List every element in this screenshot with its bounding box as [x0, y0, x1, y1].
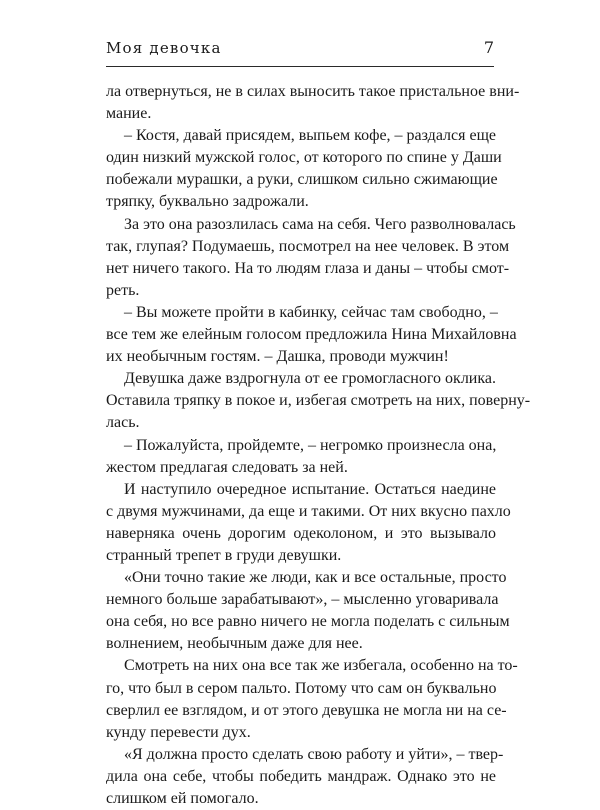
text-line: Девушка даже вздрогнула от ее громогласного оклика.	[124, 370, 496, 388]
text-line: реть.	[106, 281, 140, 299]
text-line: Смотреть на них она все так же избегала, особенно на то-	[124, 657, 518, 675]
body-text	[106, 81, 531, 810]
text-line: ла отвернуться, не в силах выносить такое пристальное вни-	[106, 83, 520, 100]
text-line: дила она себе, чтобы победить мандраж. Однако это не	[106, 767, 496, 785]
text-line: сверлил ее взглядом, и от этого девушка не могла ни на се-	[106, 701, 507, 719]
running-head	[106, 38, 494, 62]
header-rule	[106, 66, 494, 67]
running-title: Моя девочка	[106, 39, 222, 57]
text-line: – Вы можете пройти в кабинку, сейчас там свободно, –	[124, 303, 498, 321]
text-line: – Костя, давай присядем, выпьем кофе, – раздался еще	[124, 127, 497, 145]
page-number: 7	[483, 38, 494, 57]
text-line: нет ничего такого. На то людям глаза и даны – чтобы смот-	[106, 259, 510, 277]
text-line: так, глупая? Подумаешь, посмотрел на нее человек. В этом	[106, 237, 510, 255]
text-line: За это она разозлилась сама на себя. Чего разволновалась	[124, 215, 516, 233]
text-line: мание.	[106, 105, 152, 123]
text-line: – Пожалуйста, пройдемте, – негромко произнесла она,	[124, 436, 497, 454]
text-line: «Я должна просто сделать свою работу и уйти», – твер-	[124, 745, 504, 763]
text-line: наверняка очень дорогим одеколоном, и это вызывало	[106, 524, 496, 542]
text-line: кунду перевести дух.	[106, 723, 251, 741]
text-line: один низкий мужской голос, от которого по спине у Даши	[106, 149, 502, 167]
text-line: побежали мурашки, а руки, слишком сильно сжимающие	[106, 171, 498, 189]
text-line: жестом предлагая следовать за ней.	[106, 458, 348, 476]
text-line: Оставила тряпку в покое и, избегая смотреть на них, поверну-	[106, 392, 531, 410]
text-line: «Они точно такие же люди, как и все остальные, просто	[124, 569, 507, 587]
text-line: слишком ей помогало.	[106, 790, 259, 807]
text-line: волнением, необычным даже для нее.	[106, 635, 363, 653]
text-line: их необычным гостям. – Дашка, проводи мужчин!	[106, 348, 449, 366]
text-line: она себя, но все равно ничего не могла поделать с сильным	[106, 613, 510, 631]
text-line: го, что был в сером пальто. Потому что сам он буквально	[106, 679, 497, 697]
text-line: И наступило очередное испытание. Остаться наедине	[124, 480, 496, 498]
text-line: все тем же елейным голосом предложила Нина Михайловна	[106, 326, 517, 344]
text-line: странный трепет в груди девушки.	[106, 546, 342, 564]
text-line: лась.	[106, 414, 140, 432]
text-line: немного больше зарабатывают», – мысленно уговаривала	[106, 591, 499, 609]
text-line: тряпку, буквально задрожали.	[106, 193, 309, 211]
text-line: с двумя мужчинами, да еще и такими. От них вкусно пахло	[106, 502, 511, 520]
